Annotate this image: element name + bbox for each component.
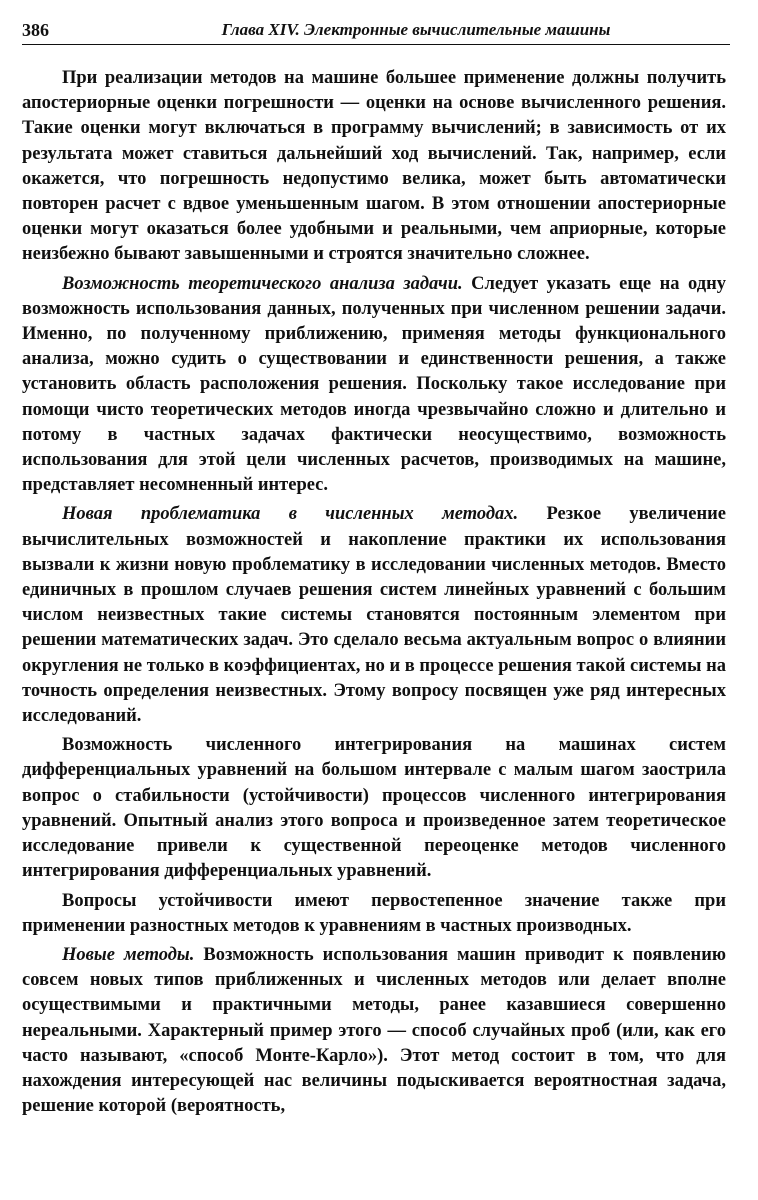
paragraph-3 <box>22 502 726 729</box>
paragraph-1 <box>22 66 726 268</box>
paragraph-6 <box>22 943 726 1119</box>
paragraph-2-text: Следует указать еще на одну возможность использования данных, полученных при численном решении задачи. Именно, по полученному приближению, применяя методы функционального анализа, можно судить о существовании и единственности решения, а также установить область расположения решения. Поскольку такое исследование при помощи чисто теоретических методов иногда чрезвычайно сложно и длительно и потому в частных задачах фактически неосуществимо, возможность использования для этой цели численных расчетов, производимых на машине, представляет несомненный интерес. <box>22 273 727 496</box>
paragraph-1-text: При реализации методов на машине большее применение должны получить апостериорные оценки погрешности — оценки на основе вычисленного решения. Такие оценки могут включаться в программу вычислений; в зависимость от их результата может ставиться дальнейший ход вычислений. Так, например, если окажется, что погрешность недопустимо велика, может быть автоматически повторен расчет с вдвое уменьшенным шагом. В этом отношении апостериорные оценки могут оказаться более удобными и реальными, чем априорные, которые неизбежно бывают завышенными и строятся значительно сложнее. <box>22 68 726 265</box>
running-title: Глава XIV. Электронные вычислительные машины <box>221 20 611 39</box>
paragraph-2-heading: Возможность теоретического анализа задачи. <box>62 273 463 294</box>
paragraph-6-text: Возможность использования машин приводит к появлению совсем новых типов приближенных и численных методов или делает вполне осуществимыми и практичными методы, ранее казавшиеся совершенно нереальными. Характерный пример этого — способ случайных проб (или, как его часто называют, «способ Монте-Карло»). Этот метод состоит в том, что для нахождения интересующей нас величины подыскивается вероятностная задача, решение которой (вероятность, <box>22 944 727 1117</box>
page-number: 386 <box>22 20 49 40</box>
paragraph-6-heading: Новые методы. <box>62 944 195 965</box>
paragraph-5 <box>22 889 726 939</box>
paragraph-3-text: Резкое увеличение вычислительных возможностей и накопление практики их использования вызвали к жизни новую проблематику в исследовании численных методов. Вместо единичных в прошлом случаев решения систем линейных уравнений с большим числом неизвестных такие системы становятся постоянным элементом при решении математических задач. Это сделало весьма актуальным вопрос о влиянии округления не только в коэффициентах, но и в процессе решения такой системы на точность определения неизвестных. Этому вопросу посвящен уже ряд интересных исследований. <box>22 504 726 727</box>
paragraph-5-text: Вопросы устойчивости имеют первостепенное значение также при применении разностных методов к уравнениям в частных производных. <box>22 890 726 936</box>
page-header <box>22 14 730 45</box>
paragraph-4 <box>22 733 726 884</box>
paragraph-3-heading: Новая проблематика в численных методах. <box>62 504 519 525</box>
paragraph-2 <box>22 272 726 499</box>
paragraph-4-text: Возможность численного интегрирования на машинах систем дифференциальных уравнений на большом интервале с малым шагом заострила вопрос о стабильности (устойчивости) процессов численного интегрирования уравнений. Опытный анализ этого вопроса и произведенное затем теоретическое исследование привели к существенной переоценке методов численного интегрирования дифференциальных уравнений. <box>22 735 726 882</box>
body-text <box>22 66 726 1123</box>
